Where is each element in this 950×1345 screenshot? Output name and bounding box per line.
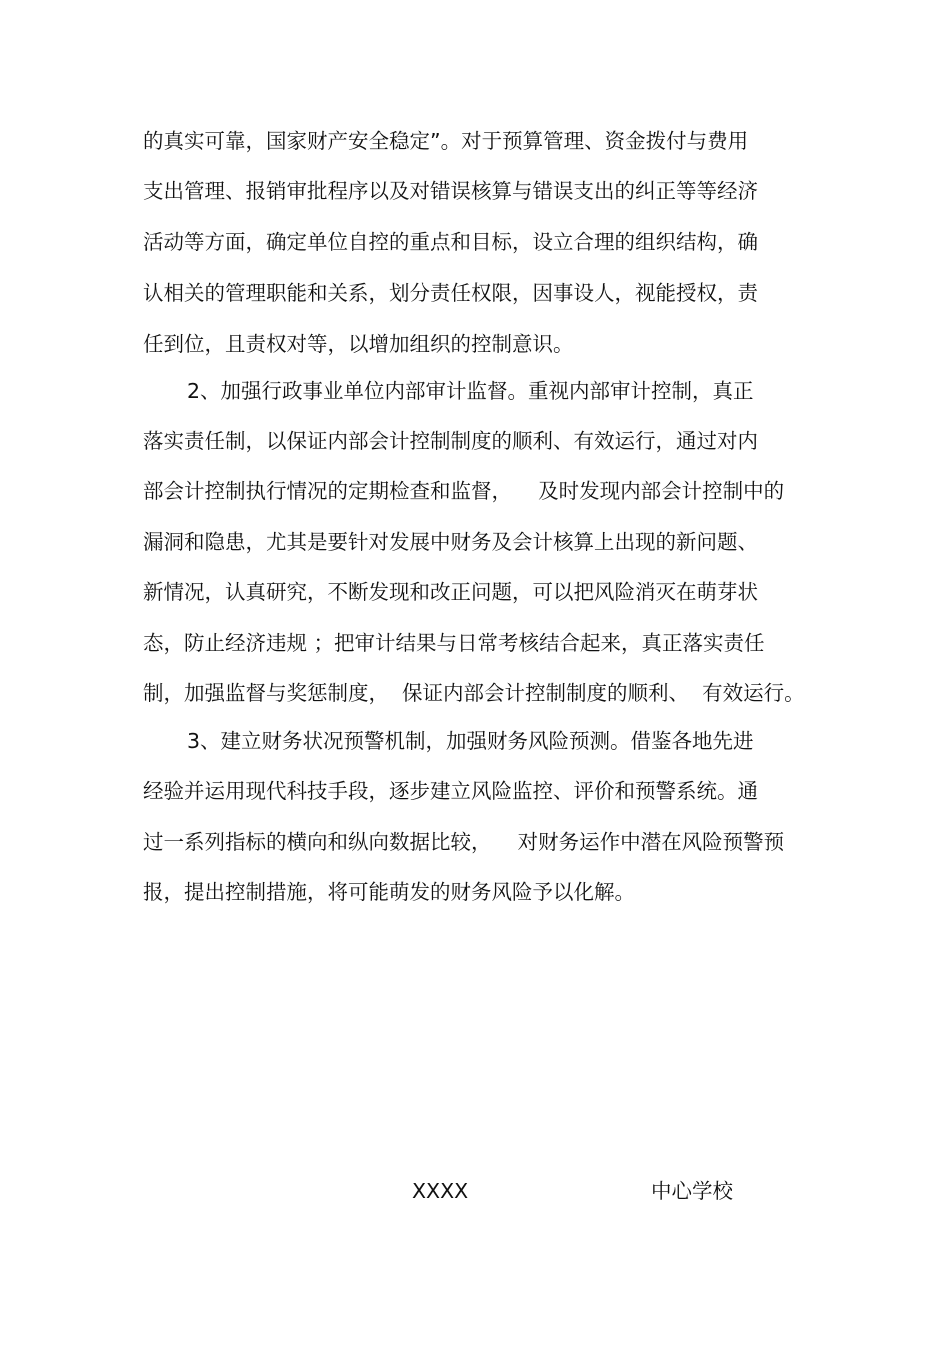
body-line: 报，提出控制措施，将可能萌发的财务风险予以化解。 <box>143 880 635 904</box>
body-line: 支出管理、报销审批程序以及对错误核算与错误支出的纠正等等经济 <box>143 179 758 203</box>
body-line: 经验并运用现代科技手段，逐步建立风险监控、评价和预警系统。通 <box>143 779 758 803</box>
body-line: 新情况，认真研究，不断发现和改正问题，可以把风险消灭在萌芽状 <box>143 580 758 604</box>
body-line: 认相关的管理职能和关系，划分责任权限，因事设人，视能授权，责 <box>143 281 758 305</box>
signature-name-placeholder: XXXX <box>412 1179 469 1203</box>
body-line: 态，防止经济违规 ；把审计结果与日常考核结合起来，真正落实责任 <box>143 631 765 655</box>
body-line: 漏洞和隐患，尤其是要针对发展中财务及会计核算上出现的新问题、 <box>143 530 758 554</box>
body-line: 部会计控制执行情况的定期检查和监督， 及时发现内部会计控制中的 <box>143 479 785 503</box>
section-2-first-line: 2、加强行政事业单位内部审计监督。重视内部审计控制，真正 <box>187 379 754 403</box>
body-line: 的真实可靠，国家财产安全稳定”。对于预算管理、资金拨付与费用 <box>143 129 749 153</box>
body-line: 过一系列指标的横向和纵向数据比较， 对财务运作中潜在风险预警预 <box>143 830 785 854</box>
body-line: 任到位，且责权对等，以增加组织的控制意识。 <box>143 332 574 356</box>
signature-school: 中心学校 <box>651 1179 733 1203</box>
body-line: 制，加强监督与奖惩制度， 保证内部会计控制制度的顺利、 有效运行。 <box>143 681 805 705</box>
body-line: 活动等方面，确定单位自控的重点和目标，设立合理的组织结构，确 <box>143 230 758 254</box>
section-3-first-line: 3、建立财务状况预警机制，加强财务风险预测。借鉴各地先进 <box>187 729 754 753</box>
body-line: 落实责任制，以保证内部会计控制制度的顺利、有效运行，通过对内 <box>143 429 758 453</box>
